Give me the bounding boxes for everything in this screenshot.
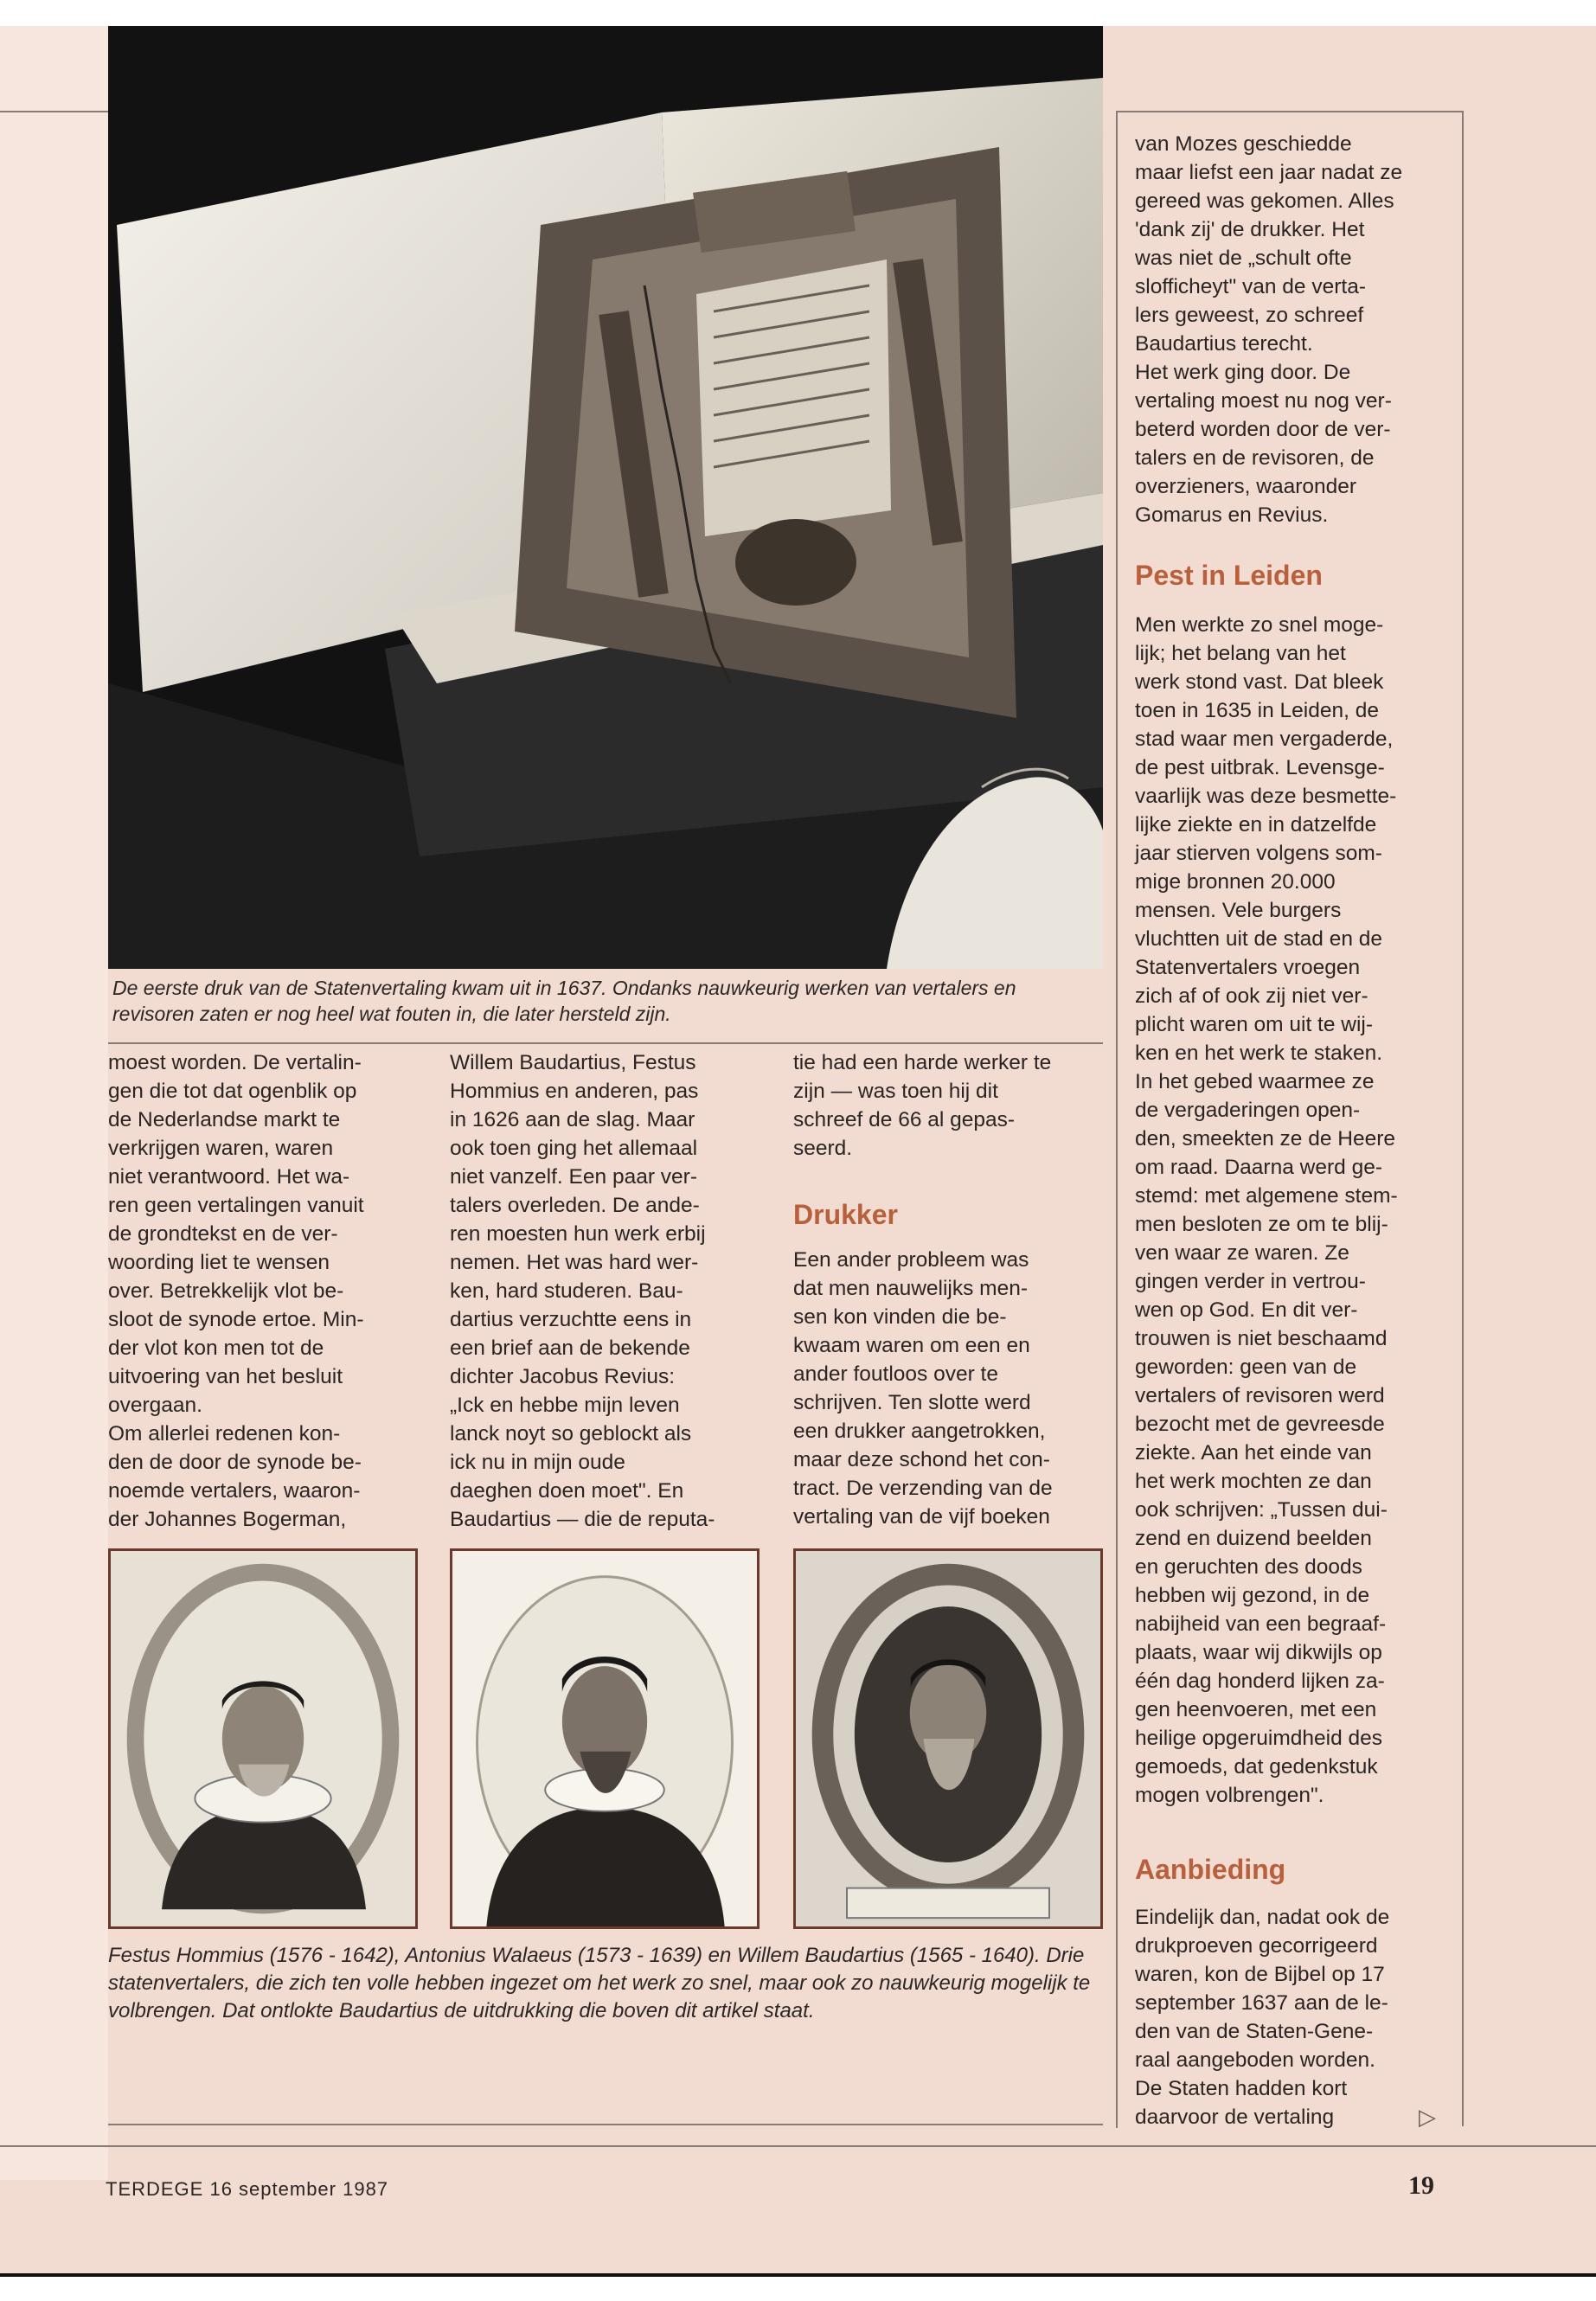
side-column-bottom: Eindelijk dan, nadat ook de drukproeven gecorrigeerd waren, kon de Bijbel op 17 september 1637 aan de le- den van de Staten-Gene- raal aangeboden worden. De Staten hadden kort daarvoor de vertaling	[1135, 1906, 1390, 2129]
bible-photo	[108, 26, 1103, 969]
portrait-antonius-walaeus	[450, 1548, 760, 1929]
page-bottom-edge	[0, 2273, 1596, 2277]
section-heading-aanbieding: Aanbieding	[1135, 1854, 1286, 1885]
section-heading-drukker: Drukker	[793, 1199, 898, 1230]
continue-arrow-icon: ▷	[1419, 2104, 1436, 2130]
portrait-festus-hommius	[108, 1548, 418, 1929]
right-column-rule	[1116, 112, 1118, 2128]
page-margin-shade	[0, 26, 108, 2180]
right-top-rule	[1116, 111, 1462, 112]
article-column-1: moest worden. De vertalin- gen die tot dat ogenblik op de Nederlandse markt te verkrijgen waren, waren niet verantwoord. Het wa- ren geen vertalingen vanuit de grondtekst en de ver- woording liet te wensen over. Betrekkelijk vlot be- sloot de synode ertoe. Min- der vlot kon men tot de uitvoering van het besluit overgaan. Om allerlei redenen kon- den de door de synode be- noemde vertalers, waaron- der Johannes Bogerman,	[108, 1051, 364, 1531]
side-column-middle: Men werkte zo snel moge- lijk; het belang van het werk stond vast. Dat bleek toen in 1635 in Leiden, de stad waar men vergaderde, de pest uitbrak. Levensge- vaarlijk was deze besmette- lijke ziekte en in datzelfde jaar stierven volgens som- mige bronnen 20.000 mensen. Vele burgers vluchtten uit de stad en de Statenvertalers vroegen zich af of ook zij niet ver- plicht waren om uit te wij- ken en het werk te staken. In het gebed waarmee ze de vergaderingen open- den, smeekten ze de Heere om raad. Daarna werd ge- stemd: met algemene stem- men besloten ze om te blij- ven waar ze waren. Ze gingen verder in vertrou- wen op God. En dit ver- trouwen is niet beschaamd geworden: geen van de vertalers of revisoren werd bezocht met de gevreesde ziekte. Aan het einde van het werk mochten ze dan ook schrijven: „Tussen dui- zend en duizend beelden en geruchten des doods hebben wij gezond, in de nabijheid van een begraaf- plaats, waar wij dikwijls op één dag honderd lijken za- gen heenvoeren, met een heilige opgeruimdheid des gemoeds, dat gedenkstuk mogen volbrengen".	[1135, 613, 1398, 1807]
page-number: 19	[1408, 2171, 1434, 2200]
portrait-willem-baudartius	[793, 1548, 1103, 1929]
section-heading-pest: Pest in Leiden	[1135, 560, 1323, 591]
article-column-2: Willem Baudartius, Festus Hommius en anderen, pas in 1626 aan de slag. Maar ook toen ging het allemaal niet vanzelf. Een paar ver- talers overleden. De ande- ren moesten hun werk erbij nemen. Het was hard wer- ken, hard studeren. Bau- dartius verzuchtte eens in een brief aan de bekende dichter Jacobus Revius: „Ick en hebbe mijn leven lanck noyt so geblockt als ick nu in mijn oude daeghen doen moet". En Baudartius — die de reputa-	[450, 1051, 715, 1531]
bottom-caption-rule	[108, 2124, 1103, 2125]
footer-rule	[0, 2145, 1596, 2147]
side-column-top: van Mozes geschiedde maar liefst een jaar nadat ze gereed was gekomen. Alles 'dank zij' de drukker. Het was niet de „schult ofte slofficheyt" van de verta- lers geweest, zo schreef Baudartius terecht. Het werk ging door. De vertaling moest nu nog ver- beterd worden door de ver- talers en de revisoren, de overzieners, waaronder Gomarus en Revius.	[1135, 132, 1403, 527]
photo-caption: De eerste druk van de Statenvertaling kwam uit in 1637. Ondanks nauwkeurig werken van vertalers en revisoren zaten er nog heel wat fouten in, die later hersteld zijn.	[112, 977, 1016, 1025]
article-column-3-top: tie had een harde werker te zijn — was toen hij dit schreef de 66 al gepas- seerd.	[793, 1051, 1052, 1160]
caption-divider	[108, 1042, 1103, 1044]
top-left-rule	[0, 111, 108, 112]
portraits-caption: Festus Hommius (1576 - 1642), Antonius Walaeus (1573 - 1639) en Willem Baudartius (1565 - 1640). Drie statenvertalers, die zich ten volle hebben ingezet om het werk zo snel, maar ook zo nauwkeurig mogelijk te volbrengen. Dat ontlokte Baudartius de uitdrukking die boven dit artikel staat.	[108, 1944, 1091, 2022]
article-column-3-bottom: Een ander probleem was dat men nauwelijks men- sen kon vinden die be- kwaam waren om een en ander foutloos over te schrijven. Ten slotte werd een drukker aangetrokken, maar deze schond het con- tract. De verzending van de vertaling van de vijf boeken	[793, 1248, 1053, 1529]
footer-magazine-date: TERDEGE 16 september 1987	[106, 2178, 389, 2200]
